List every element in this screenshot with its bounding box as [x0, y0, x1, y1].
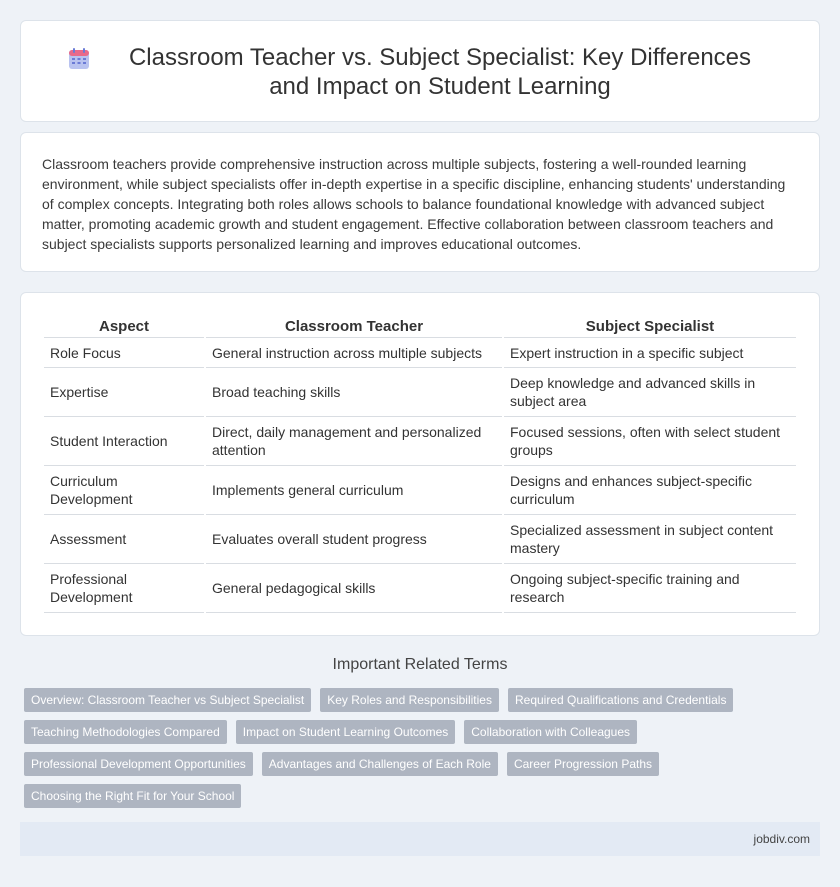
related-term-tag[interactable]: Career Progression Paths	[507, 752, 659, 776]
page-title: Classroom Teacher vs. Subject Specialist: Key Differences and Impact on Student Learning	[128, 44, 752, 100]
intro-paragraph: Classroom teachers provide comprehensive instruction across multiple subjects, fostering a well-rounded learning environment, while subject specialists offer in-depth expertise in a specific discipline, enhancing students' understanding of complex concepts. Integrating both roles allows schools to balance foundational knowledge with advanced subject matter, promoting academic growth and student engagement. Effective collaboration between classroom teachers and subject specialists supports personalized learning and improves educational outcomes.	[42, 156, 786, 252]
related-term-tag[interactable]: Professional Development Opportunities	[24, 752, 253, 776]
cell-classroom-teacher: Direct, daily management and personalized attention	[206, 417, 502, 466]
related-term-tag[interactable]: Required Qualifications and Credentials	[508, 688, 733, 712]
comparison-card	[20, 292, 820, 636]
table-row	[44, 515, 796, 564]
cell-subject-specialist: Designs and enhances subject-specific curriculum	[504, 466, 796, 515]
cell-subject-specialist: Ongoing subject-specific training and research	[504, 564, 796, 613]
tag-row	[24, 720, 814, 744]
cell-aspect: Role Focus	[44, 338, 204, 368]
footer	[20, 822, 820, 856]
related-terms-title: Important Related Terms	[332, 656, 508, 673]
cell-subject-specialist: Specialized assessment in subject content mastery	[504, 515, 796, 564]
table-row	[44, 466, 796, 515]
tag-row	[24, 688, 814, 712]
table-row	[44, 368, 796, 417]
table-row	[44, 338, 796, 368]
cell-classroom-teacher: Evaluates overall student progress	[206, 515, 502, 564]
header-aspect: Aspect	[44, 314, 204, 338]
cell-classroom-teacher: General pedagogical skills	[206, 564, 502, 613]
cell-aspect: Student Interaction	[44, 417, 204, 466]
intro-card	[20, 132, 820, 272]
cell-classroom-teacher: General instruction across multiple subjects	[206, 338, 502, 368]
related-term-tag[interactable]: Overview: Classroom Teacher vs Subject Specialist	[24, 688, 311, 712]
related-term-tag[interactable]: Impact on Student Learning Outcomes	[236, 720, 455, 744]
cell-subject-specialist: Deep knowledge and advanced skills in subject area	[504, 368, 796, 417]
header-subject-specialist: Subject Specialist	[504, 314, 796, 338]
tag-row	[24, 752, 814, 776]
table-row	[44, 564, 796, 613]
comparison-table	[42, 314, 798, 613]
related-term-tag[interactable]: Key Roles and Responsibilities	[320, 688, 499, 712]
footer-site-link[interactable]: jobdiv.com	[753, 832, 810, 846]
header-card	[20, 20, 820, 122]
table-row	[44, 417, 796, 466]
cell-subject-specialist: Expert instruction in a specific subject	[504, 338, 796, 368]
cell-subject-specialist: Focused sessions, often with select student groups	[504, 417, 796, 466]
related-term-tag[interactable]: Teaching Methodologies Compared	[24, 720, 227, 744]
tag-row	[24, 784, 814, 808]
cell-aspect: Assessment	[44, 515, 204, 564]
header-classroom-teacher: Classroom Teacher	[206, 314, 502, 338]
cell-aspect: Curriculum Development	[44, 466, 204, 515]
related-term-tag[interactable]: Choosing the Right Fit for Your School	[24, 784, 241, 808]
related-term-tag[interactable]: Collaboration with Colleagues	[464, 720, 637, 744]
cell-classroom-teacher: Implements general curriculum	[206, 466, 502, 515]
related-term-tag[interactable]: Advantages and Challenges of Each Role	[262, 752, 498, 776]
cell-aspect: Expertise	[44, 368, 204, 417]
cell-classroom-teacher: Broad teaching skills	[206, 368, 502, 417]
table-header-row	[44, 314, 796, 338]
related-terms-list	[24, 688, 814, 816]
cell-aspect: Professional Development	[44, 564, 204, 613]
